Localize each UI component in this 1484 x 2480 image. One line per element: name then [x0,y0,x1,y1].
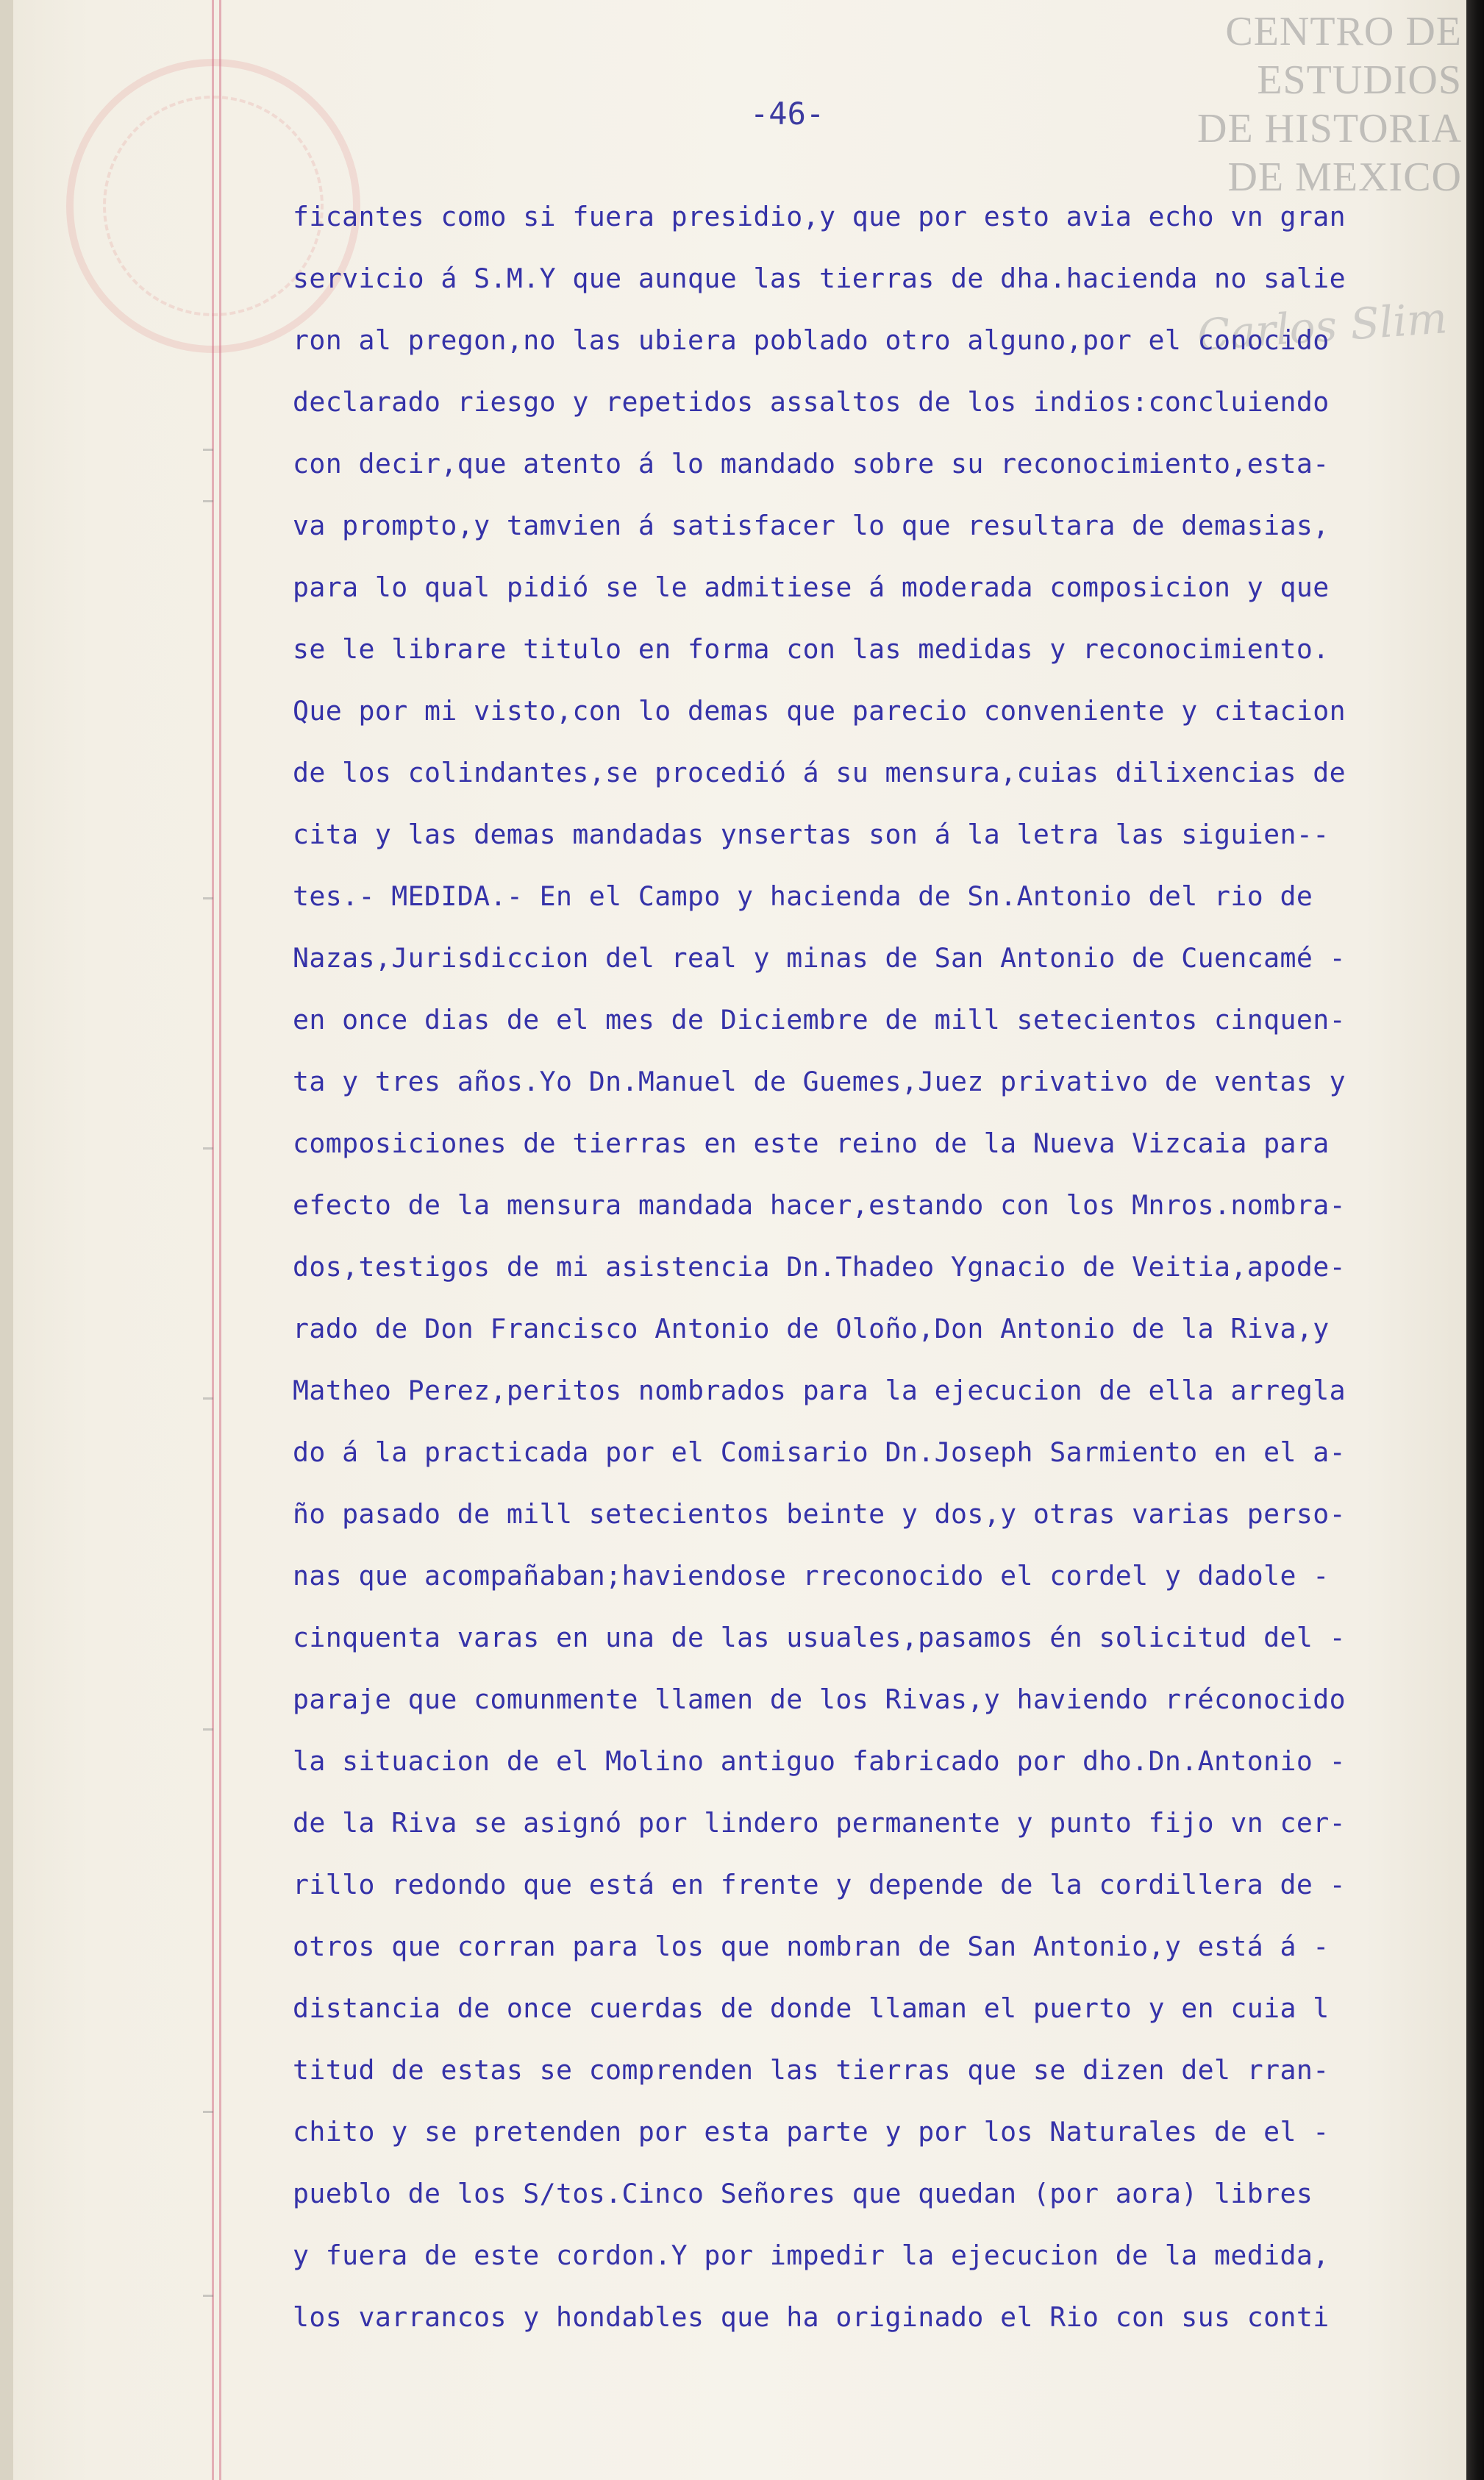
text-line: nas que acompañaban;haviendose rreconocido el cordel y dadole - [293,1560,1330,1592]
text-line: ficantes como si fuera presidio,y que por esto avia echo vn gran [293,201,1346,232]
text-line: dos,testigos de mi asistencia Dn.Thadeo Ygnacio de Veitia,apode- [293,1251,1346,1283]
watermark-line: DE HISTORIA [1197,106,1462,152]
margin-rule-right [219,0,221,2480]
archive-signature: Carlos Slim [1195,293,1449,360]
text-line: distancia de once cuerdas de donde llaman el puerto y en cuia l [293,1992,1330,2024]
margin-rule-left [212,0,214,2480]
margin-dash [203,2111,213,2113]
text-line: de los colindantes,se procedió á su mensura,cuias dilixencias de [293,757,1346,788]
text-line: cita y las demas mandadas ynsertas son á la letra las siguien-- [293,819,1330,850]
watermark-line: ESTUDIOS [1257,57,1462,103]
text-line: efecto de la mensura mandada hacer,estando con los Mnros.nombra- [293,1189,1346,1221]
page-number: -46- [750,96,825,132]
margin-dash [203,1147,213,1150]
text-line: ño pasado de mill setecientos beinte y dos,y otras varias perso- [293,1498,1346,1530]
text-line: otros que corran para los que nombran de San Antonio,y está á - [293,1931,1330,1962]
text-line: y fuera de este cordon.Y por impedir la ejecucion de la medida, [293,2240,1330,2271]
text-line: va prompto,y tamvien á satisfacer lo que resultara de demasias, [293,510,1330,541]
text-line: do á la practicada por el Comisario Dn.Joseph Sarmiento en el a- [293,1436,1346,1468]
watermark-line: CENTRO DE [1225,9,1462,54]
text-line: los varrancos y hondables que ha originado el Rio con sus conti [293,2301,1330,2333]
archive-watermark [1116,7,1462,202]
text-line: se le librare titulo en forma con las medidas y reconocimiento. [293,633,1330,665]
text-line: composiciones de tierras en este reino de la Nueva Vizcaia para [293,1127,1330,1159]
margin-dash [203,449,213,451]
text-line: titud de estas se comprenden las tierras que se dizen del rran- [293,2054,1330,2086]
text-line: Nazas,Jurisdiccion del real y minas de San Antonio de Cuencamé - [293,942,1346,974]
text-line: rado de Don Francisco Antonio de Oloño,Don Antonio de la Riva,y [293,1313,1330,1344]
text-line: con decir,que atento á lo mandado sobre su reconocimiento,esta- [293,448,1330,480]
text-line: para lo qual pidió se le admitiese á moderada composicion y que [293,571,1330,603]
text-line: ron al pregon,no las ubiera poblado otro alguno,por el conocido [293,324,1330,356]
margin-dash [203,897,213,899]
page-right-edge [1466,0,1484,2480]
text-line: cinquenta varas en una de las usuales,pasamos én solicitud del - [293,1622,1346,1653]
text-line: de la Riva se asignó por lindero permanente y punto fijo vn cer- [293,1807,1346,1839]
text-line: Matheo Perez,peritos nombrados para la ejecucion de ella arregla [293,1375,1346,1406]
text-line: chito y se pretenden por esta parte y por los Naturales de el - [293,2116,1330,2148]
text-line: en once dias de el mes de Diciembre de mill setecientos cinquen- [293,1004,1346,1036]
margin-dash [203,500,213,502]
text-line: Que por mi visto,con lo demas que parecio conveniente y citacion [293,695,1346,727]
typed-body-text [293,186,1462,2348]
watermark-line: DE MEXICO [1227,154,1462,200]
text-line: paraje que comunmente llamen de los Rivas,y haviendo rréconocido [293,1683,1346,1715]
margin-dash [203,1397,213,1400]
text-line: pueblo de los S/tos.Cinco Señores que quedan (por aora) libres [293,2178,1313,2209]
text-line: tes.- MEDIDA.- En el Campo y hacienda de Sn.Antonio del rio de [293,880,1313,912]
margin-dash [203,2295,213,2297]
text-line: la situacion de el Molino antiguo fabricado por dho.Dn.Antonio - [293,1745,1346,1777]
text-line: ta y tres años.Yo Dn.Manuel de Guemes,Juez privativo de ventas y [293,1066,1346,1097]
page-left-edge [0,0,13,2480]
text-line: servicio á S.M.Y que aunque las tierras de dha.hacienda no salie [293,263,1346,294]
text-line: declarado riesgo y repetidos assaltos de los indios:concluiendo [293,386,1330,418]
text-line: rillo redondo que está en frente y depende de la cordillera de - [293,1869,1346,1900]
margin-dash [203,1728,213,1731]
